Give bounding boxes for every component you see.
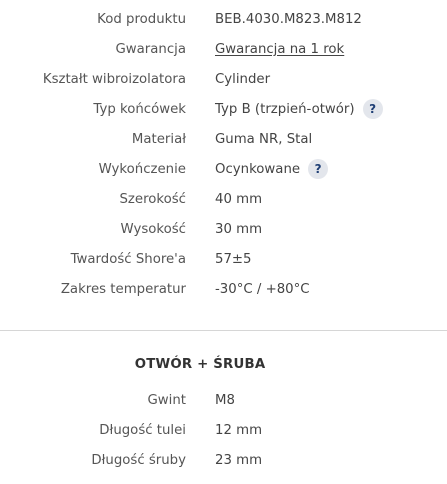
spec-row-shore-hardness: [0, 244, 447, 274]
spec-row-finish: [0, 154, 447, 184]
spec-value: 12 mm: [215, 422, 263, 438]
spec-row-width: [0, 184, 447, 214]
spec-value: Typ B (trzpień-otwór): [215, 101, 355, 117]
spec-row-product-code: [0, 4, 447, 34]
spec-row-screw-length: [0, 445, 447, 475]
spec-label: Długość tulei: [99, 422, 186, 438]
spec-label: Twardość Shore'a: [70, 251, 186, 267]
spec-label: Gwint: [147, 392, 186, 408]
spec-value: Guma NR, Stal: [215, 131, 313, 147]
help-icon[interactable]: ?: [363, 99, 383, 119]
spec-label: Materiał: [131, 131, 186, 147]
spec-row-height: [0, 214, 447, 244]
section-divider: [0, 330, 447, 331]
spec-value: 40 mm: [215, 191, 263, 207]
spec-row-sleeve-length: [0, 415, 447, 445]
spec-value: 57±5: [215, 251, 252, 267]
spec-label: Kod produktu: [97, 11, 186, 27]
spec-value: BEB.4030.M823.M812: [215, 11, 362, 27]
spec-row-temperature-range: [0, 274, 447, 304]
spec-label: Typ końcówek: [93, 101, 186, 117]
spec-value: Cylinder: [215, 71, 271, 87]
spec-label: Wysokość: [120, 221, 186, 237]
spec-value: 23 mm: [215, 452, 263, 468]
help-icon[interactable]: ?: [308, 159, 328, 179]
spec-row-warranty: [0, 34, 447, 64]
spec-row-end-type: [0, 94, 447, 124]
warranty-link[interactable]: Gwarancja na 1 rok: [215, 41, 345, 57]
spec-label: Wykończenie: [98, 161, 186, 177]
product-specs-table: [0, 4, 447, 304]
spec-value-container: [215, 42, 344, 57]
hole-screw-specs-table: [0, 385, 447, 475]
spec-row-shape: [0, 64, 447, 94]
spec-label: Długość śruby: [91, 452, 186, 468]
spec-row-thread: [0, 385, 447, 415]
spec-value: -30°C / +80°C: [215, 281, 310, 297]
spec-value-container: [215, 99, 383, 119]
spec-label: Kształt wibroizolatora: [42, 71, 186, 87]
section-title: OTWÓR + ŚRUBA: [134, 357, 266, 372]
spec-label: Gwarancja: [115, 41, 186, 57]
spec-value-container: [215, 159, 328, 179]
spec-value: Ocynkowane: [215, 161, 301, 177]
spec-label: Szerokość: [119, 191, 186, 207]
spec-label: Zakres temperatur: [60, 281, 186, 297]
spec-row-material: [0, 124, 447, 154]
spec-value: 30 mm: [215, 221, 263, 237]
spec-value: M8: [215, 392, 235, 408]
